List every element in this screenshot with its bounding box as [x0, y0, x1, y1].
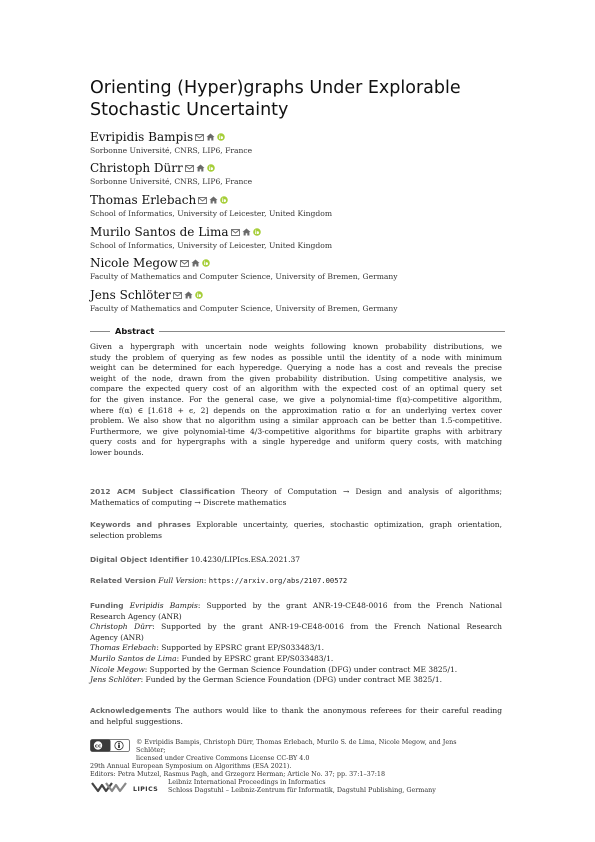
abstract-line: weight can be determined for each hyperedge. Querying a node has a cost and reveals the precise	[90, 363, 502, 373]
orcid-icon[interactable]	[217, 133, 225, 141]
email-icon[interactable]	[231, 229, 240, 236]
email-icon[interactable]	[195, 134, 204, 141]
author-block	[90, 288, 510, 314]
author-name-text: Thomas Erlebach	[90, 193, 197, 207]
orcid-icon[interactable]	[195, 291, 203, 299]
venue-info: 29th Annual European Symposium on Algorithms (ESA 2021). Editors: Petra Mutzel, Rasmus Pagh, and Grzegorz Herman; Article No. 37; pp. 37:1–37:18	[90, 762, 386, 779]
funding-entry: Funding Evripidis Bampis: Supported by the grant ANR-19-CE48-0016 from the French National	[90, 601, 502, 610]
lipics-logo-icon	[90, 780, 132, 794]
keywords: Keywords and phrases Explorable uncertainty, queries, stochastic optimization, graph orientation, selection problems	[90, 520, 502, 540]
abstract-line: compare the expected query cost of an algorithm with the expected cost of an optimal query set	[90, 384, 502, 394]
author-name-text: Evripidis Bampis	[90, 130, 194, 144]
author-affiliation: School of Informatics, University of Leicester, United Kingdom	[90, 241, 333, 250]
doi	[90, 555, 502, 566]
orcid-icon[interactable]	[207, 164, 215, 172]
author-name	[90, 130, 510, 144]
author-block	[90, 130, 510, 156]
author-affiliation: Sorbonne Université, CNRS, LIP6, France	[90, 177, 253, 186]
funding	[90, 601, 502, 686]
svg-text:cc: cc	[94, 743, 102, 750]
publisher-info: Leibniz International Proceedings in Informatics Schloss Dagstuhl – Leibniz-Zentrum für Informatik, Dagstuhl Publishing, Germany	[168, 778, 436, 795]
author-affiliation: Sorbonne Université, CNRS, LIP6, France	[90, 146, 253, 155]
abstract-line: weight of the node, drawn from the given probability distribution. Using competitive analysis, we	[90, 373, 502, 383]
home-icon[interactable]	[209, 196, 218, 204]
acm-classification: 2012 ACM Subject Classification Theory of Computation → Design and analysis of algorithms; Mathematics of computing → Discrete mathematics	[90, 487, 503, 507]
funding-label: Funding	[90, 601, 124, 610]
home-icon[interactable]	[184, 291, 193, 299]
orcid-icon[interactable]	[220, 196, 228, 204]
home-icon[interactable]	[242, 228, 251, 236]
author-block	[90, 193, 510, 219]
abstract-line: Furthermore, we give polynomial-time 4/3-competitive algorithms for bipartite graphs with arbitrary	[90, 426, 502, 436]
orcid-icon[interactable]	[253, 228, 261, 236]
home-icon[interactable]	[191, 259, 200, 267]
author-name	[90, 288, 510, 302]
ack-label: Acknowledgements	[90, 706, 172, 715]
author-affiliation: School of Informatics, University of Leicester, United Kingdom	[90, 209, 333, 218]
author-block	[90, 161, 510, 187]
cc-by-license-icon[interactable]	[90, 739, 130, 752]
abstract-line: where f(α) ∈ [1.618 + ϵ, 2] depends on the approximation ratio α for an underlying vertex cover	[90, 405, 502, 415]
funding-entry: Murilo Santos de Lima: Funded by EPSRC grant EP/S033483/1.	[90, 653, 334, 663]
home-icon[interactable]	[206, 133, 215, 141]
acknowledgements: Acknowledgements The authors would like to thank the anonymous referees for their careful reading and helpful suggestions.	[90, 706, 502, 726]
funding-entry: Thomas Erlebach: Supported by EPSRC grant EP/S033483/1.	[90, 643, 325, 653]
funding-recipient: Murilo Santos de Lima	[90, 653, 177, 663]
keywords-label: Keywords and phrases	[90, 520, 191, 529]
author-name	[90, 256, 510, 270]
abstract-line: study the problem of querying as few nodes as possible until the identity of a node with minimum	[90, 352, 502, 362]
related-version: Related Version Full Version: https://arxiv.org/abs/2107.00572	[90, 576, 348, 585]
author-name-text: Murilo Santos de Lima	[90, 225, 229, 239]
funding-entry-continued: Research Agency (ANR)	[90, 611, 182, 621]
abstract-heading: Abstract	[90, 325, 505, 337]
abstract-rule-right	[159, 331, 505, 332]
related-url-link[interactable]: https://arxiv.org/abs/2107.00572	[208, 576, 348, 585]
funding-entry: Jens Schlöter: Funded by the German Science Foundation (DFG) under contract ME 3825/1.	[90, 675, 442, 685]
author-name	[90, 193, 510, 207]
abstract-body	[90, 342, 502, 459]
author-name-text: Nicole Megow	[90, 256, 178, 270]
related-label: Related Version	[90, 576, 156, 585]
paper-title: Orienting (Hyper)graphs Under Explorable Stochastic Uncertainty	[90, 78, 461, 120]
acm-label: 2012 ACM Subject Classification	[90, 487, 236, 496]
author-block	[90, 256, 510, 282]
abstract-line: lower bounds.	[90, 447, 144, 457]
home-icon[interactable]	[196, 164, 205, 172]
email-icon[interactable]	[198, 197, 207, 204]
funding-entry: Nicole Megow: Supported by the German Science Foundation (DFG) under contract ME 3825/1.	[90, 664, 458, 674]
funding-recipient: Christoph Dürr	[90, 622, 153, 632]
orcid-icon[interactable]	[202, 259, 210, 267]
funding-recipient: Evripidis Bampis	[129, 601, 198, 610]
abstract-rule-left	[90, 331, 110, 332]
lipics-wordmark: LIPICS	[133, 786, 159, 793]
abstract-line: query costs and for hypergraphs with a single hyperedge and uniform query costs, with matching	[90, 437, 502, 447]
author-name	[90, 161, 510, 175]
abstract-line: for the given instance. For the general case, we give a polynomial-time f(α)-competitive algorithm,	[90, 394, 502, 404]
doi-link[interactable]: 10.4230/LIPIcs.ESA.2021.37	[190, 555, 300, 564]
author-affiliation: Faculty of Mathematics and Computer Science, University of Bremen, Germany	[90, 272, 398, 281]
abstract-line: problem. We also show that no algorithm using a similar approach can be better than 1.5-competitive.	[90, 416, 502, 426]
email-icon[interactable]	[185, 165, 194, 172]
author-affiliation: Faculty of Mathematics and Computer Science, University of Bremen, Germany	[90, 304, 398, 313]
email-icon[interactable]	[173, 292, 182, 299]
funding-recipient: Jens Schlöter	[90, 675, 141, 685]
copyright-notice: © Evripidis Bampis, Christoph Dürr, Thomas Erlebach, Murilo S. de Lima, Nicole Megow, and Jens Schlöter; licensed under Creative Commons License CC-BY 4.0	[136, 738, 457, 763]
funding-recipient: Nicole Megow	[90, 664, 145, 674]
funding-recipient: Thomas Erlebach	[90, 643, 157, 653]
author-name-text: Christoph Dürr	[90, 161, 183, 175]
funding-entry-continued: Agency (ANR)	[90, 632, 144, 642]
email-icon[interactable]	[180, 260, 189, 267]
author-block	[90, 225, 510, 251]
funding-entry: Christoph Dürr: Supported by the grant ANR-19-CE48-0016 from the French National Research	[90, 622, 502, 632]
doi-label: Digital Object Identifier	[90, 555, 189, 564]
abstract-line: Given a hypergraph with uncertain node weights following known probability distributions, we	[90, 342, 502, 351]
author-name	[90, 225, 510, 239]
author-name-text: Jens Schlöter	[90, 288, 172, 302]
